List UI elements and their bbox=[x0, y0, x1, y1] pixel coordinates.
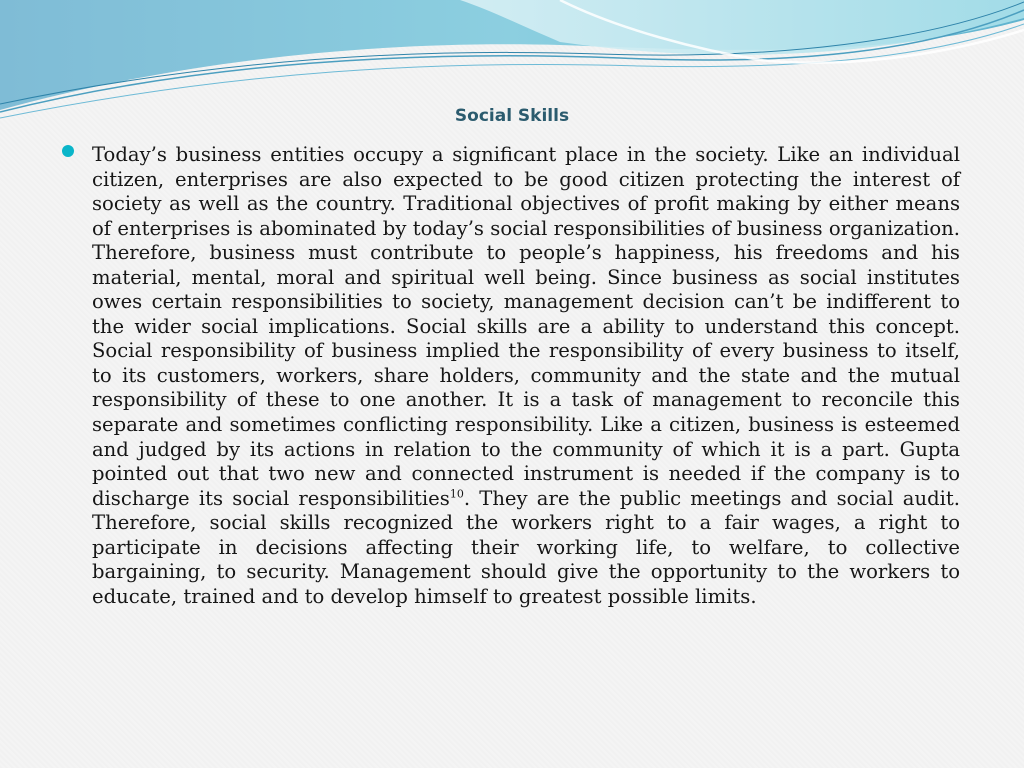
body-text-part1: Today’s business entities occupy a significant place in the society. Like an individual citizen, enterprises are also expected to be good citizen protecting the interest of society as well as the country. Traditional objectives of profit making by either means of enterprises is abominated by today’s social responsibilities of business organization. Therefore, business must contribute to people’s happiness, his freedoms and his material, mental, moral and spiritual well being. Since business as social institutes owes certain responsibilities to society, management decision can’t be indifferent to the wider social implications. Social skills are a ability to understand this concept. Social responsibility of business implied the responsibility of every business to itself, to its customers, workers, share holders, community and the state and the mutual responsibility of these to one another. It is a task of management to reconcile this separate and sometimes conflicting responsibility. Like a citizen, business is esteemed and judged by its actions in relation to the community of which it is a part. Gupta pointed out that two new and connected instrument is needed if the company is to discharge its social responsibilities bbox=[92, 143, 960, 510]
bullet-dot-icon bbox=[62, 145, 74, 157]
bullet-text bbox=[92, 143, 960, 609]
footnote-reference: 10 bbox=[449, 487, 464, 501]
body-text-part2: . They are the public meetings and social audit. Therefore, social skills recognized the workers right to a fair wages, a right to participate in decisions affecting their working life, to welfare, to collective bargaining, to security. Management should give the opportunity to the workers to educate, trained and to develop himself to greatest possible limits. bbox=[92, 486, 960, 608]
slide-title: Social Skills bbox=[454, 106, 570, 126]
